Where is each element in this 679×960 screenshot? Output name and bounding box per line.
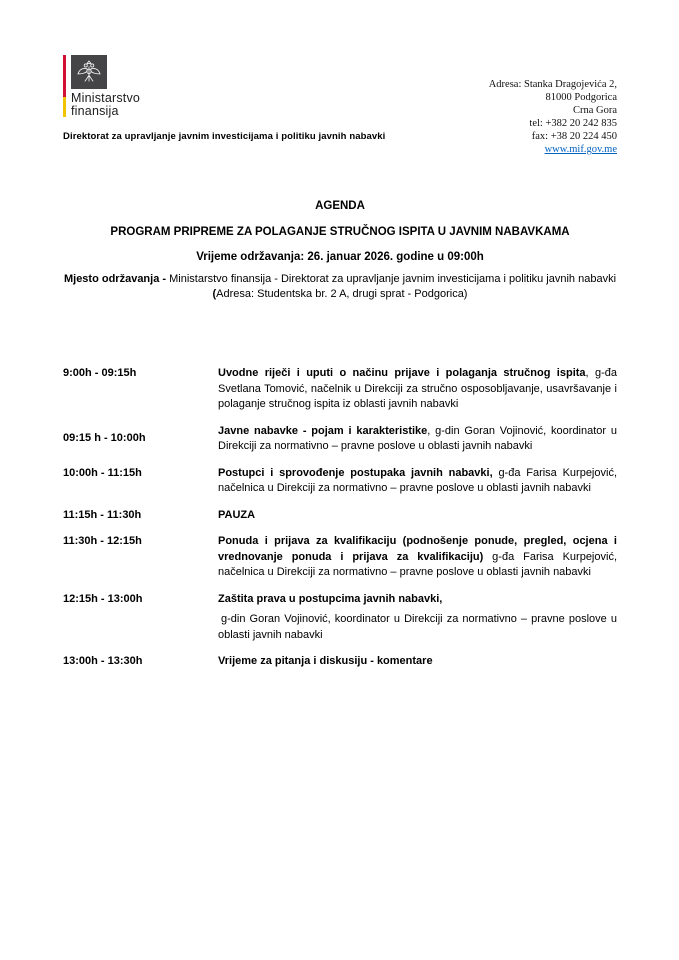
- contact-address-block: [489, 78, 617, 156]
- program-heading: PROGRAM PRIPREME ZA POLAGANJE STRUČNOG ISPITA U JAVNIM NABAVKAMA: [110, 226, 570, 238]
- session-speaker: , g-đa Svetlana Tomović, načelnik u Direkciji za stručno osposobljavanje, usavršavanje i polaganje stručnog ispita iz oblasti javnih nabavki: [218, 367, 617, 410]
- flag-stripe-red: [63, 55, 66, 97]
- session-description: [218, 592, 617, 644]
- schedule-row: [63, 366, 617, 413]
- title-section: [63, 200, 617, 302]
- website-link[interactable]: www.mif.gov.me: [544, 144, 617, 155]
- session-speaker: , g-din Goran Vojinović, koordinator u Direkciji za normativno – pravne poslove u oblasti javnih nabavki: [218, 424, 617, 452]
- session-title: Ponuda i prijava za kvalifikaciju (podnošenje ponude, pregled, ocjena i vrednovanje ponuda i prijava za kvalifikaciju): [218, 535, 617, 563]
- session-speaker: g-đa Farisa Kurpejović, načelnica u Direkciji za normativno – pravne poslove u oblasti javnih nabavki: [218, 550, 617, 578]
- event-venue-line: [63, 287, 617, 302]
- session-title: Javne nabavke - pojam i karakteristike: [218, 424, 428, 437]
- session-description: [218, 654, 617, 670]
- time-slot: 11:30h - 12:15h: [63, 535, 142, 547]
- session-title: Uvodne riječi i uputi o načinu prijave i polaganja stručnog ispita: [218, 367, 586, 379]
- schedule-row: [63, 424, 617, 455]
- event-place-line: [63, 272, 617, 287]
- time-slot: 11:15h - 11:30h: [63, 508, 142, 521]
- fax-line: fax: +38 20 224 450: [531, 131, 617, 142]
- directorate-title: Direktorat za upravljanje javnim investicijama i politiku javnih nabavki: [63, 131, 386, 142]
- schedule-row: [63, 654, 617, 670]
- time-slot: 09:15 h - 10:00h: [63, 432, 146, 445]
- place-label: Mjesto održavanja -: [63, 273, 170, 285]
- time-slot: 9:00h - 09:15h: [63, 367, 137, 379]
- phone-line: tel: +382 20 242 835: [529, 118, 617, 129]
- schedule: [63, 366, 617, 670]
- ministry-name-line2: finansija: [71, 104, 119, 118]
- session-description: [218, 466, 617, 497]
- session-description: [218, 424, 617, 455]
- address-line: 81000 Podgorica: [545, 92, 617, 103]
- event-place-block: [63, 272, 617, 302]
- schedule-row: [63, 592, 617, 644]
- session-title: PAUZA: [218, 508, 256, 521]
- session-description: [218, 534, 617, 581]
- address-line: Adresa: Stanka Dragojevića 2,: [488, 79, 617, 90]
- place-value: Ministarstvo finansija - Direktorat za upravljanje javnim investicijama i politiku javnih nabavki: [169, 273, 617, 285]
- address-line: Crna Gora: [572, 105, 617, 116]
- session-description: [218, 508, 617, 524]
- time-slot: 10:00h - 11:15h: [63, 466, 142, 479]
- flag-stripe-yellow: [63, 97, 66, 117]
- session-title: Postupci i sprovođenje postupaka javnih nabavki,: [218, 466, 493, 479]
- session-description: [218, 366, 617, 413]
- schedule-row: [63, 534, 617, 581]
- ministry-name: [71, 92, 140, 118]
- schedule-row: [63, 466, 617, 497]
- session-title: Vrijeme za pitanja i diskusiju - komentare: [218, 655, 433, 667]
- venue-paren: (: [212, 288, 217, 300]
- session-speaker: g-đa Farisa Kurpejović, načelnica u Direkciji za normativno – pravne poslove u oblasti javnih nabavki: [218, 466, 617, 494]
- time-slot: 12:15h - 13:00h: [63, 592, 143, 605]
- session-speaker: g-din Goran Vojinović, koordinator u Direkciji za normativno – pravne poslove u oblasti javnih nabavki: [218, 613, 617, 641]
- venue-value: Adresa: Studentska br. 2 A, drugi sprat - Podgorica): [216, 288, 468, 300]
- flag-stripe: [63, 55, 66, 117]
- session-title: Zaštita prava u postupcima javnih nabavki,: [218, 592, 443, 605]
- event-time-line: Vrijeme održavanja: 26. januar 2026. godine u 09:00h: [196, 251, 484, 263]
- agenda-heading: AGENDA: [315, 200, 365, 212]
- ministry-name-line1: Ministarstvo: [71, 91, 141, 105]
- schedule-row: [63, 508, 617, 524]
- coat-of-arms-icon: [71, 55, 107, 89]
- time-slot: 13:00h - 13:30h: [63, 655, 143, 667]
- document-header: [63, 55, 617, 156]
- ministry-logo-block: [63, 55, 385, 142]
